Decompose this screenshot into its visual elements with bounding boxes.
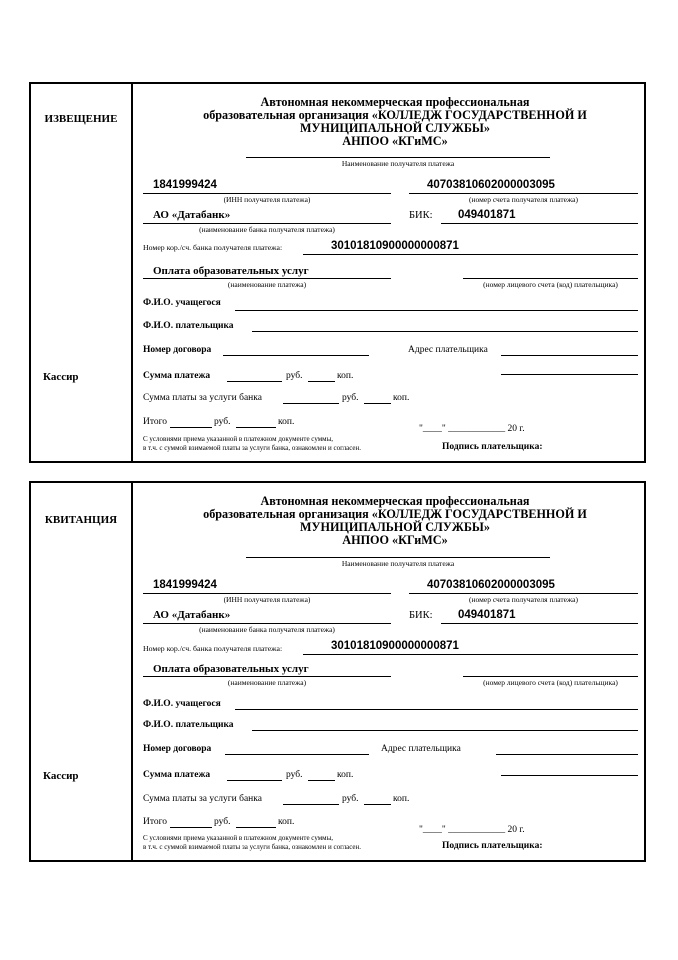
payer-address-label: Адрес плательщика [381, 744, 461, 754]
payment-sum-kop-field[interactable] [308, 381, 335, 382]
kop-label: коп. [337, 770, 354, 780]
bank-underline [143, 223, 391, 224]
corr-account-label: Номер кор./сч. банка получателя платежа: [143, 243, 283, 252]
org-line: образовательная организация «КОЛЛЕДЖ ГОСУДАРСТВЕННОЙ И [203, 108, 587, 122]
contract-number-field[interactable] [225, 754, 369, 755]
payment-receipt-form [29, 481, 646, 862]
org-line: МУНИЦИПАЛЬНОЙ СЛУЖБЫ» [300, 520, 490, 534]
payment-purpose-underline [143, 278, 391, 279]
org-line: АНПОО «КГиМС» [342, 533, 448, 547]
payment-purpose-caption: (наименование платежа) [227, 280, 307, 289]
personal-account-caption: (номер лицевого счета (код) плательщика) [483, 678, 618, 687]
payment-purpose-underline [143, 676, 391, 677]
corr-account-value[interactable]: 30101810900000000871 [331, 240, 459, 252]
payer-name-field[interactable] [252, 331, 638, 332]
inn-caption: (ИНН получателя платежа) [223, 595, 311, 604]
payment-notice-form [29, 82, 646, 463]
inn-underline [143, 593, 391, 594]
bik-value[interactable]: 049401871 [458, 609, 516, 621]
bank-fee-label: Сумма платы за услуги банка [143, 794, 262, 804]
payment-purpose-caption: (наименование платежа) [227, 678, 307, 687]
rub-label: руб. [214, 417, 231, 427]
bank-caption: (наименование банка получателя платежа) [199, 225, 335, 234]
payer-name-label: Ф.И.О. плательщика [143, 720, 234, 730]
terms-line: в т.ч. с суммой взимаемой платы за услуги банка, ознакомлен и согласен. [143, 843, 361, 851]
cashier-label: Кассир [43, 371, 79, 383]
payment-sum-label: Сумма платежа [143, 770, 211, 780]
account-caption: (номер счета получателя платежа) [469, 195, 578, 204]
total-rub-field[interactable] [170, 827, 212, 828]
bank-value[interactable]: АО «Датабанк» [153, 609, 231, 621]
bank-caption: (наименование банка получателя платежа) [199, 625, 335, 634]
recipient-underline [246, 157, 550, 158]
personal-account-underline[interactable] [463, 676, 638, 677]
bik-label: БИК: [409, 210, 433, 221]
org-line: Автономная некоммерческая профессиональная [260, 95, 530, 109]
kop-label: коп. [337, 371, 354, 381]
payment-purpose-value[interactable]: Оплата образовательных услуг [153, 265, 309, 277]
kop-label: коп. [393, 393, 410, 403]
inn-value[interactable]: 1841999424 [153, 179, 217, 191]
payer-name-label: Ф.И.О. плательщика [143, 321, 234, 331]
kop-label: коп. [278, 817, 295, 827]
terms-line: С условиями приема указанной в платежном документе суммы, [143, 435, 334, 443]
kop-label: коп. [278, 417, 295, 427]
payer-name-field[interactable] [252, 730, 638, 731]
total-kop-field[interactable] [236, 427, 276, 428]
student-name-label: Ф.И.О. учащегося [143, 298, 221, 308]
rub-label: руб. [286, 371, 303, 381]
account-underline [409, 593, 638, 594]
org-line: МУНИЦИПАЛЬНОЙ СЛУЖБЫ» [300, 121, 490, 135]
payer-address-field[interactable] [496, 754, 638, 755]
student-name-field[interactable] [235, 709, 638, 710]
org-line: образовательная организация «КОЛЛЕДЖ ГОСУДАРСТВЕННОЙ И [203, 507, 587, 521]
bank-fee-kop-field[interactable] [364, 804, 391, 805]
side-label: ИЗВЕЩЕНИЕ [44, 113, 118, 125]
bik-underline [441, 623, 638, 624]
inn-value[interactable]: 1841999424 [153, 579, 217, 591]
bik-underline [441, 223, 638, 224]
total-rub-field[interactable] [170, 427, 212, 428]
corr-account-value[interactable]: 30101810900000000871 [331, 640, 459, 652]
corr-account-underline [303, 654, 638, 655]
payment-sum-kop-field[interactable] [308, 780, 335, 781]
bank-fee-rub-field[interactable] [283, 804, 339, 805]
bik-value[interactable]: 049401871 [458, 209, 516, 221]
rub-label: руб. [286, 770, 303, 780]
kop-label: коп. [393, 794, 410, 804]
terms-line: С условиями приема указанной в платежном документе суммы, [143, 834, 334, 842]
account-caption: (номер счета получателя платежа) [469, 595, 578, 604]
payment-sum-label: Сумма платежа [143, 371, 211, 381]
account-value[interactable]: 40703810602000003095 [427, 579, 555, 591]
account-value[interactable]: 40703810602000003095 [427, 179, 555, 191]
org-line: Автономная некоммерческая профессиональная [260, 494, 530, 508]
payer-signature-label: Подпись плательщика: [442, 841, 543, 851]
total-kop-field[interactable] [236, 827, 276, 828]
personal-account-caption: (номер лицевого счета (код) плательщика) [483, 280, 618, 289]
personal-account-underline[interactable] [463, 278, 638, 279]
cashier-label: Кассир [43, 770, 79, 782]
bank-fee-kop-field[interactable] [364, 403, 391, 404]
bik-label: БИК: [409, 610, 433, 621]
recipient-org-name [165, 96, 625, 148]
rub-label: руб. [342, 794, 359, 804]
rub-label: руб. [214, 817, 231, 827]
payer-address-label: Адрес плательщика [408, 345, 488, 355]
recipient-caption: Наименование получателя платежа [341, 159, 455, 168]
terms-line: в т.ч. с суммой взимаемой платы за услуги банка, ознакомлен и согласен. [143, 444, 361, 452]
contract-number-field[interactable] [223, 355, 369, 356]
bank-fee-label: Сумма платы за услуги банка [143, 393, 262, 403]
corr-account-label: Номер кор./сч. банка получателя платежа: [143, 644, 283, 653]
inn-underline [143, 193, 391, 194]
bank-underline [143, 623, 391, 624]
column-divider [131, 483, 133, 860]
total-label: Итого [143, 817, 168, 827]
total-label: Итого [143, 417, 168, 427]
inn-caption: (ИНН получателя платежа) [223, 195, 311, 204]
payer-address-field-line2[interactable] [501, 374, 638, 375]
recipient-underline [246, 557, 550, 558]
corr-account-underline [303, 254, 638, 255]
payment-sum-rub-field[interactable] [227, 381, 282, 382]
bank-value[interactable]: АО «Датабанк» [153, 209, 231, 221]
contract-number-label: Номер договора [143, 744, 212, 754]
payer-address-field-line2[interactable] [501, 775, 638, 776]
org-line: АНПОО «КГиМС» [342, 134, 448, 148]
column-divider [131, 84, 133, 461]
payer-address-field[interactable] [501, 355, 638, 356]
date-field[interactable]: "____" ____________ 20 г. [419, 825, 525, 835]
payment-purpose-value[interactable]: Оплата образовательных услуг [153, 663, 309, 675]
bank-fee-rub-field[interactable] [283, 403, 339, 404]
payer-signature-label: Подпись плательщика: [442, 442, 543, 452]
recipient-caption: Наименование получателя платежа [341, 559, 455, 568]
student-name-label: Ф.И.О. учащегося [143, 699, 221, 709]
terms-text [143, 834, 361, 852]
date-field[interactable]: "____" ____________ 20 г. [419, 424, 525, 434]
contract-number-label: Номер договора [143, 345, 212, 355]
terms-text [143, 435, 361, 453]
side-label: КВИТАНЦИЯ [44, 514, 118, 526]
student-name-field[interactable] [235, 310, 638, 311]
account-underline [409, 193, 638, 194]
payment-sum-rub-field[interactable] [227, 780, 282, 781]
recipient-org-name [165, 495, 625, 547]
rub-label: руб. [342, 393, 359, 403]
